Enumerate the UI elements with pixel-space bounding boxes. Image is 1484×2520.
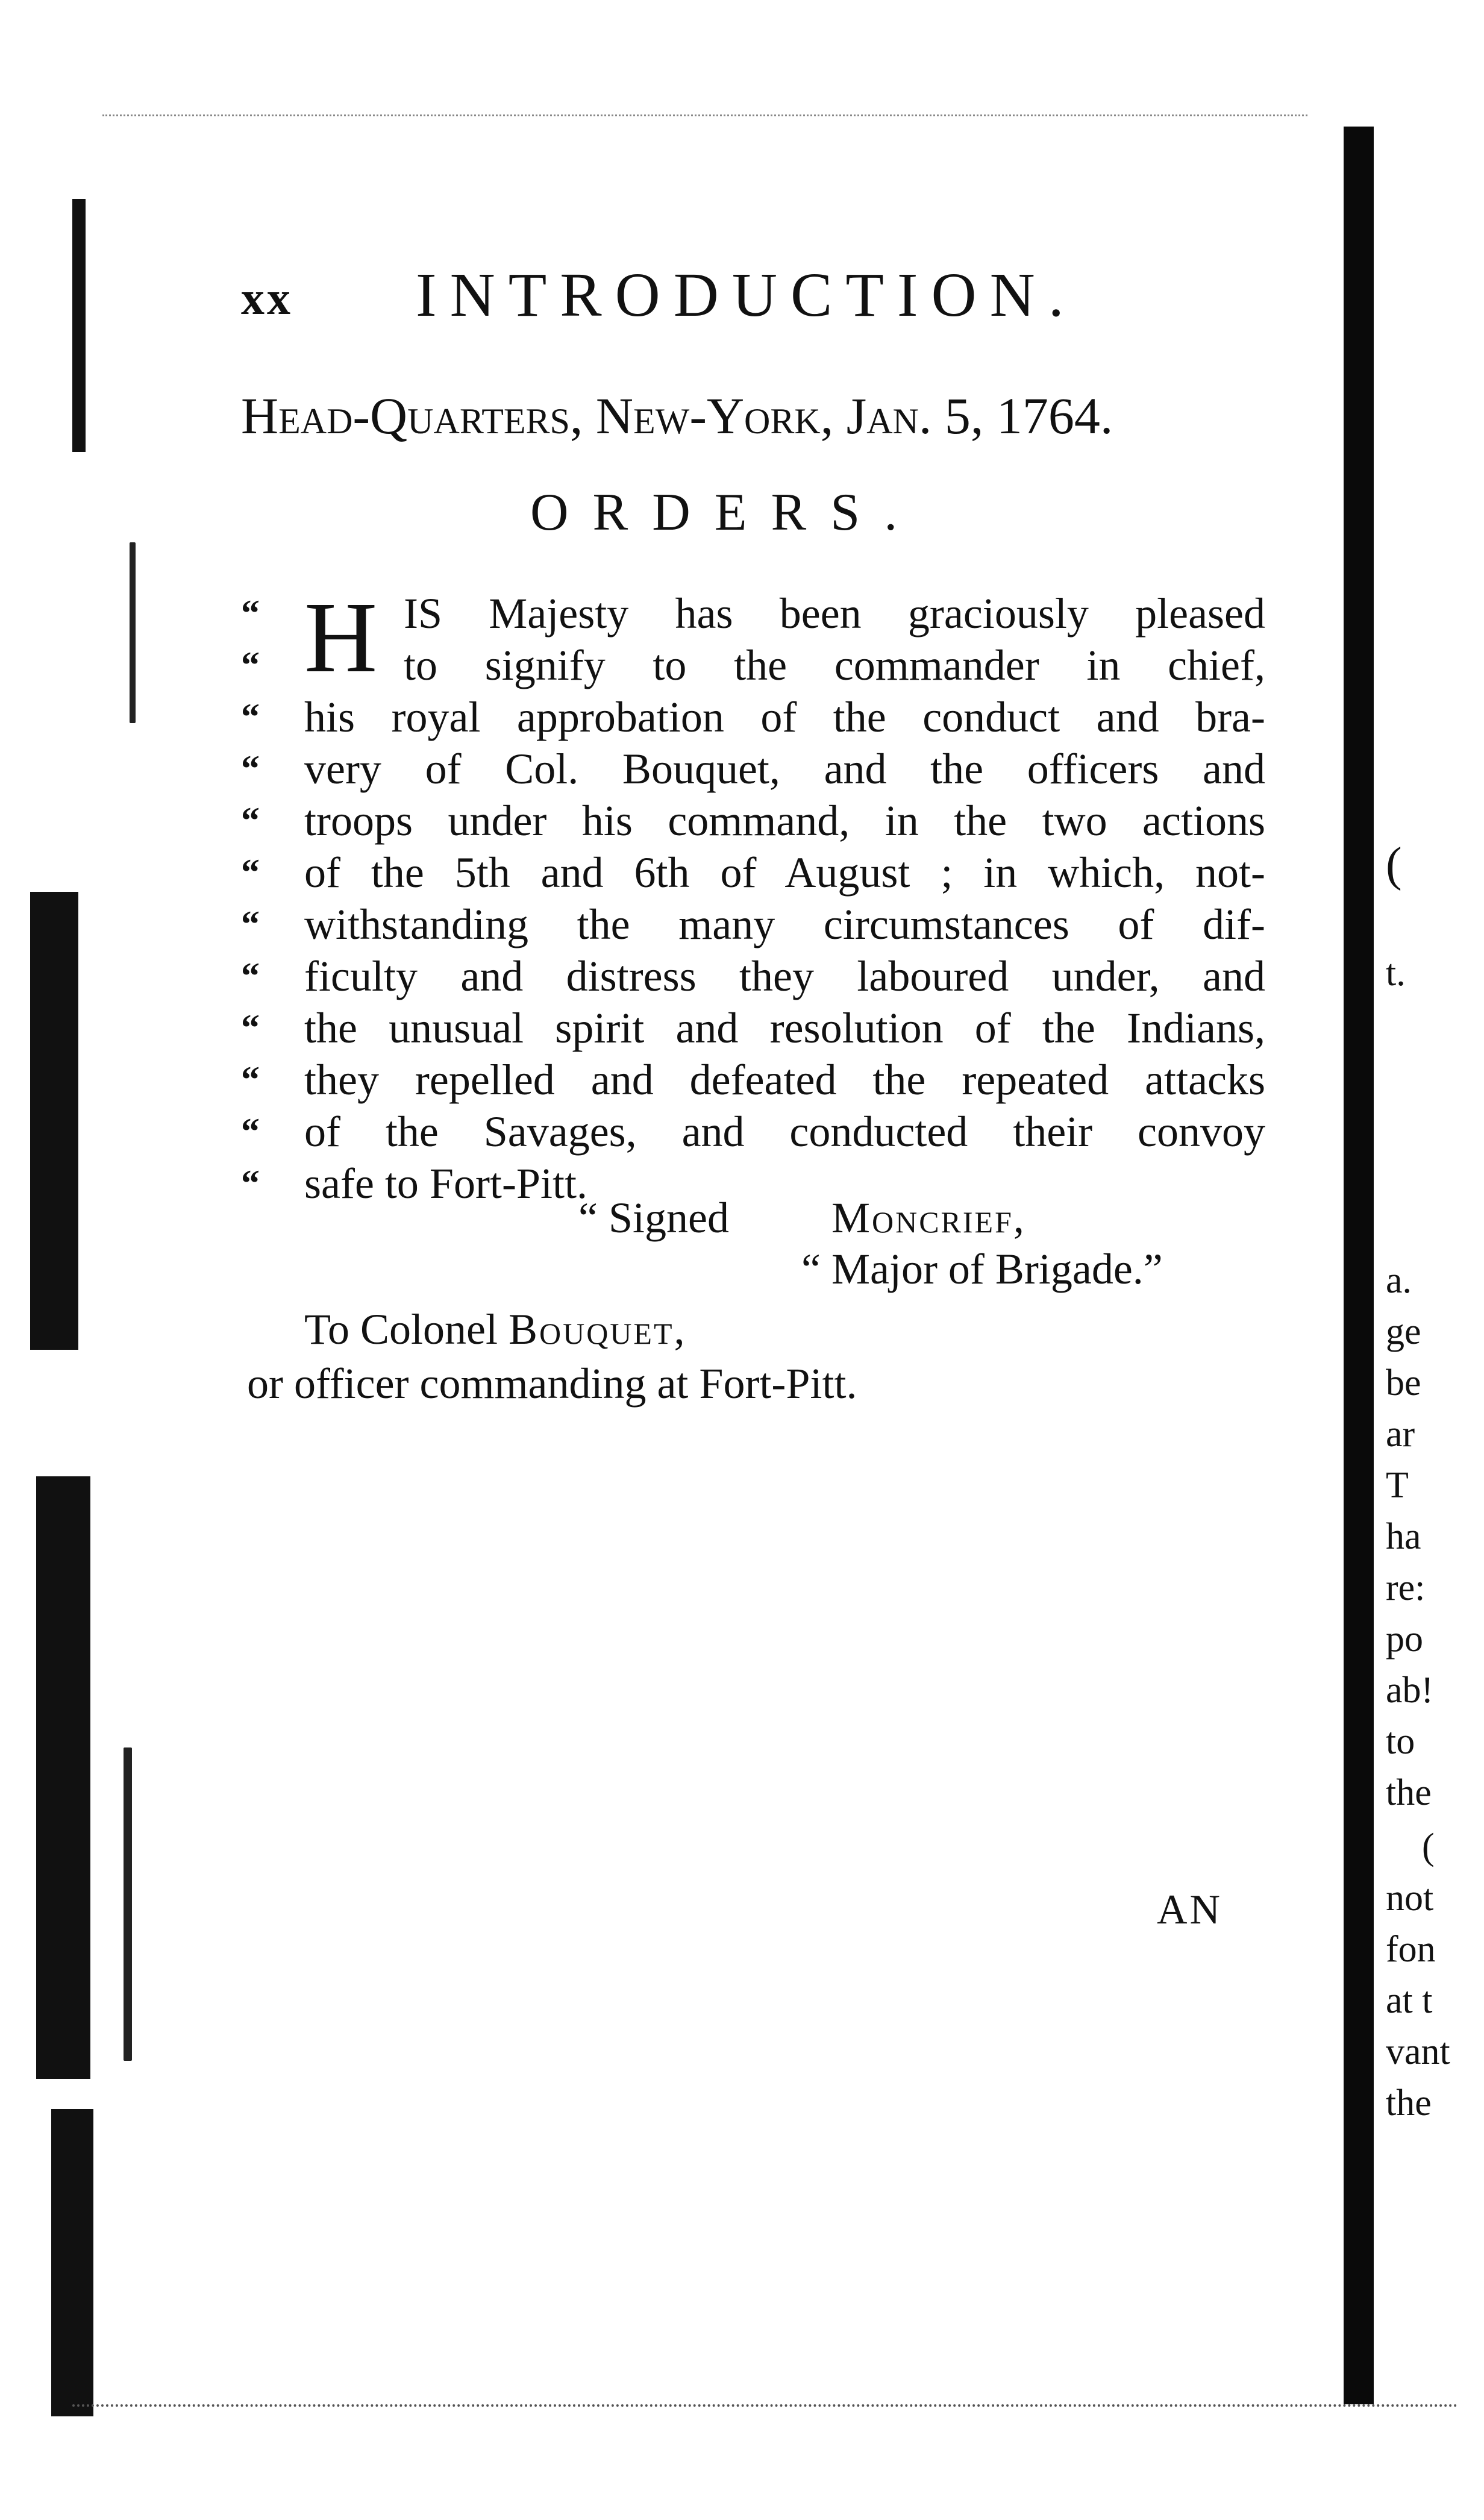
gutter-shadow-top	[72, 199, 86, 452]
order-line	[241, 1106, 1265, 1158]
line-text: safe to Fort-Pitt.	[304, 1159, 587, 1208]
order-line	[241, 950, 1265, 1002]
facing-page-text: ha	[1386, 1516, 1421, 1557]
facing-page-text: po	[1386, 1619, 1423, 1660]
gutter-shadow-bottom	[51, 2109, 93, 2416]
quote-mark: “	[241, 1008, 260, 1048]
facing-page-text: to	[1386, 1721, 1415, 1762]
page-top-edge	[102, 114, 1307, 118]
order-line	[241, 743, 1265, 795]
facing-page-text: a.	[1386, 1260, 1412, 1301]
book-spine-shadow	[1344, 127, 1374, 2404]
facing-page-text: t.	[1386, 953, 1406, 994]
line-text: withstanding the many circumstances of dif-	[304, 900, 1265, 948]
addressee-line	[304, 1305, 687, 1355]
facing-page-text: (	[1422, 1826, 1435, 1867]
page-bottom-edge	[72, 2404, 1458, 2409]
quote-mark: “	[241, 1111, 260, 1152]
signatory-rank: “ Major of Brigade.”	[801, 1245, 1163, 1293]
line-text: they repelled and defeated the repeated attacks	[304, 1056, 1265, 1104]
quote-mark: “	[241, 593, 260, 634]
order-line	[241, 1054, 1265, 1106]
catchword: AN	[1157, 1887, 1223, 1933]
gutter-shadow-middle	[30, 892, 78, 1350]
quote-mark: “	[241, 852, 260, 893]
line-text: troops under his command, in the two actions	[304, 797, 1265, 845]
quote-mark: “	[241, 645, 260, 686]
signatory-name: Moncrief,	[831, 1194, 1026, 1242]
binding-gutter	[0, 0, 157, 2520]
line-text: very of Col. Bouquet, and the officers and	[304, 745, 1265, 793]
facing-page-text: T	[1386, 1465, 1409, 1506]
page-header	[241, 259, 1145, 343]
facing-page-text: ar	[1386, 1414, 1415, 1455]
quote-mark: “	[241, 800, 260, 841]
line-text: ficulty and distress they laboured under, and	[304, 952, 1265, 1000]
orders-heading: ORDERS.	[530, 483, 922, 542]
facing-page-text: the	[1386, 2083, 1432, 2124]
gutter-speck	[124, 1747, 132, 2061]
order-line	[241, 639, 1265, 691]
gutter-speck	[130, 542, 136, 723]
quote-mark: “	[241, 1163, 260, 1204]
order-line	[241, 847, 1265, 898]
signature-line	[578, 1193, 1026, 1243]
order-line	[241, 898, 1265, 950]
facing-page-text: the	[1386, 1772, 1432, 1813]
facing-page-fragment	[1386, 0, 1484, 2520]
quote-mark: “	[241, 904, 260, 945]
addressee-prefix: To Colonel	[304, 1305, 509, 1353]
line-text: to signify to the commander in chief,	[404, 641, 1265, 689]
running-title: INTRODUCTION.	[416, 260, 1077, 330]
page-number: xx	[241, 272, 293, 324]
signed-label: “ Signed	[578, 1194, 729, 1242]
addressee-name: Bouquet,	[508, 1305, 687, 1353]
facing-page-text: not	[1386, 1878, 1434, 1919]
drop-cap: H	[304, 581, 378, 694]
facing-page-text: ab!	[1386, 1670, 1434, 1711]
order-line	[241, 691, 1265, 743]
order-line	[241, 1002, 1265, 1054]
facing-page-text: vant	[1386, 2031, 1450, 2072]
facing-page-text: (	[1386, 838, 1402, 891]
quote-mark: “	[241, 956, 260, 997]
facing-page-text: re:	[1386, 1567, 1426, 1608]
order-text	[241, 581, 1265, 1209]
line-text: his royal approbation of the conduct and bra-	[304, 693, 1265, 741]
facing-page-text: fon	[1386, 1929, 1436, 1970]
quote-mark: “	[241, 697, 260, 738]
order-line	[241, 795, 1265, 847]
facing-page-text: ge	[1386, 1311, 1421, 1352]
line-text: of the Savages, and conducted their convoy	[304, 1108, 1265, 1156]
order-line	[241, 588, 1265, 639]
facing-page-text: be	[1386, 1362, 1421, 1403]
dateline: Head-Quarters, New-York, Jan. 5, 1764.	[241, 387, 1113, 445]
quote-mark: “	[241, 1059, 260, 1100]
facing-page-text: at t	[1386, 1980, 1433, 2021]
quote-mark: “	[241, 748, 260, 789]
line-text: of the 5th and 6th of August ; in which, not-	[304, 848, 1265, 897]
line-text: IS Majesty has been graciously pleased	[404, 589, 1265, 638]
addressee-alternative: or officer commanding at Fort-Pitt.	[247, 1359, 857, 1408]
gutter-shadow-lower	[36, 1476, 90, 2079]
line-text: the unusual spirit and resolution of the Indians,	[304, 1004, 1265, 1052]
